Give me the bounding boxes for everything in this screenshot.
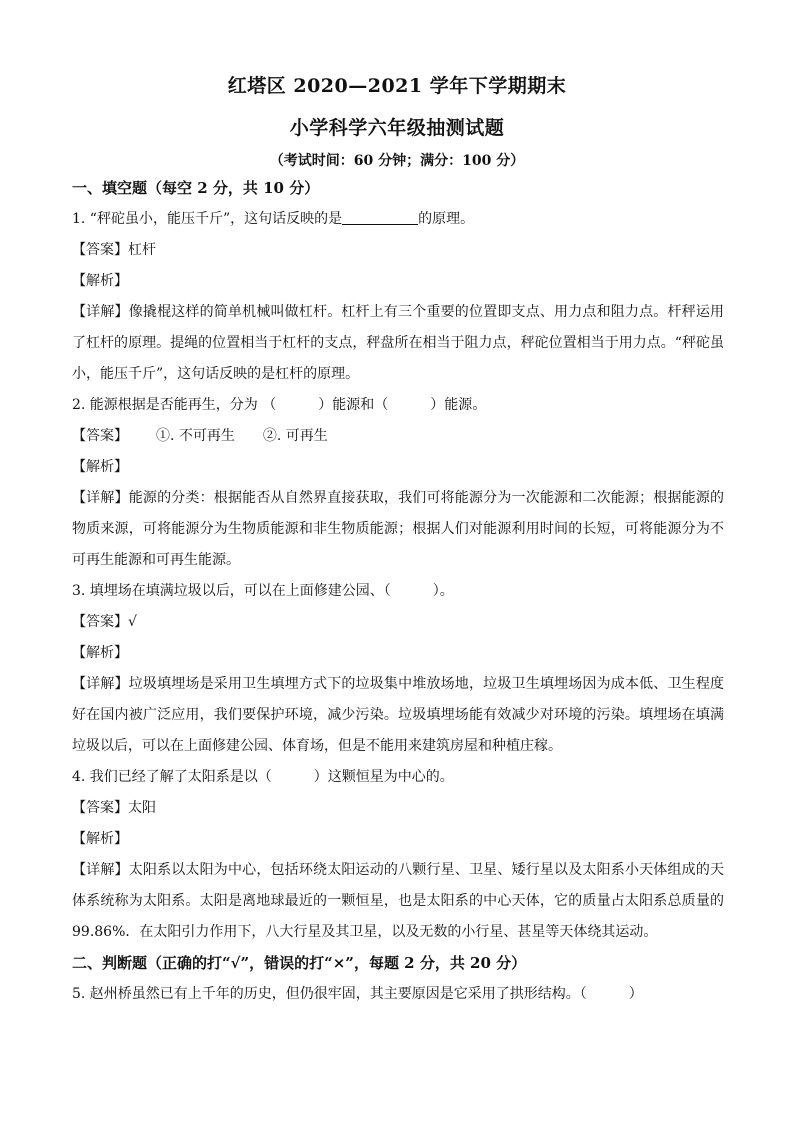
question-1-text: 1. “秤砣虽小，能压千斤”，这句话反映的是	[72, 211, 343, 227]
question-4: 4. 我们已经了解了太阳系是以（ ）这颗恒星为中心的。	[72, 769, 454, 785]
answer-label: 【答案】	[72, 242, 128, 258]
question-3: 3. 填埋场在填满垃圾以后，可以在上面修建公园、（ ）。	[72, 583, 454, 599]
answer-row-4	[72, 798, 724, 829]
detail-text-2: 能源的分类：根据能否从自然界直接获取，我们可将能源分为一次能源和二次能源；根据能源的物质来源，可将能源分为生物质能源和非生物质能源；根据人们对能源利用时间的长短，可将能源分为不可再生能源和可再生能源。	[72, 490, 725, 568]
answer-row-1	[72, 240, 724, 271]
analysis-label-4: 【解析】	[72, 831, 128, 847]
detail-paragraph-1	[72, 297, 724, 390]
question-1-text-end: 的原理。	[418, 211, 475, 227]
answer-label: 【答案】	[72, 428, 128, 444]
detail-block-1	[72, 297, 724, 390]
question-2: 2. 能源根据是否能再生，分为 （ ）能源和（ ）能源。	[72, 397, 487, 413]
analysis-label-2: 【解析】	[72, 459, 128, 475]
answer-1: 杠杆	[128, 242, 156, 258]
detail-paragraph-2	[72, 483, 724, 576]
detail-block-4	[72, 855, 724, 948]
exam-title-line2: 小学科学六年级抽测试题	[289, 117, 505, 139]
exam-content	[72, 178, 724, 1015]
detail-label: 【详解】	[72, 862, 129, 878]
detail-label: 【详解】	[72, 490, 129, 506]
detail-block-3	[72, 669, 724, 762]
answer-3: √	[128, 614, 137, 630]
analysis-label-3: 【解析】	[72, 645, 128, 661]
detail-paragraph-3	[72, 669, 724, 762]
answer-2-second: ②. 可再生	[262, 428, 328, 444]
detail-label: 【详解】	[72, 304, 129, 320]
answer-row-2	[72, 426, 724, 457]
answer-label: 【答案】	[72, 614, 128, 630]
detail-paragraph-4	[72, 855, 724, 948]
detail-text-3: 垃圾填埋场是采用卫生填埋方式下的垃圾集中堆放场地，垃圾卫生填埋场因为成本低、卫生程度好在国内被广泛应用，我们要保护环境，减少污染。垃圾填埋场能有效减少对环境的污染。填埋场在填满垃圾以后，可以在上面修建公园、体育场，但是不能用来建筑房屋和种植庄稼。	[72, 676, 725, 754]
answer-label: 【答案】	[72, 800, 128, 816]
answer-4: 太阳	[128, 800, 156, 816]
question-1	[72, 209, 724, 240]
answer-2-first: ①. 不可再生	[156, 428, 235, 444]
answer-blank	[342, 210, 418, 225]
detail-text-1: 像撬棍这样的简单机械叫做杠杆。杠杆上有三个重要的位置即支点、用力点和阻力点。杆秤运用了杠杆的原理。提绳的位置相当于杠杆的支点，秤盘所在相当于阻力点，秤砣位置相当于用力点。“秤砣虽小，能压千斤”，这句话反映的是杠杆的原理。	[72, 304, 725, 382]
question-5: 5. 赵州桥虽然已有上千年的历史，但仍很牢固，其主要原因是它采用了拱形结构。（ ）	[72, 986, 643, 1002]
section-fill-in-heading: 一、填空题（每空 2 分，共 10 分）	[72, 179, 320, 197]
answer-row-3	[72, 612, 724, 643]
detail-label: 【详解】	[72, 676, 129, 692]
exam-info: （考试时间：60 分钟；满分：100 分）	[269, 153, 525, 169]
analysis-label-1: 【解析】	[72, 273, 128, 289]
detail-block-2	[72, 483, 724, 576]
detail-text-4: 太阳系以太阳为中心，包括环绕太阳运动的八颗行星、卫星、矮行星以及太阳系小天体组成的天体系统称为太阳系。太阳是离地球最近的一颗恒星，也是太阳系的中心天体，它的质量占太阳系总质量的 99.86%．在太阳引力作用下，八大行星及其卫星，以及无数的小行星、甚星等天体绕其运动。	[72, 862, 725, 940]
exam-title-line1: 红塔区 2020—2021 学年下学期期末	[227, 75, 567, 97]
section-judge-heading: 二、判断题（正确的打“√”，错误的打“×”，每题 2 分，共 20 分）	[72, 954, 527, 972]
